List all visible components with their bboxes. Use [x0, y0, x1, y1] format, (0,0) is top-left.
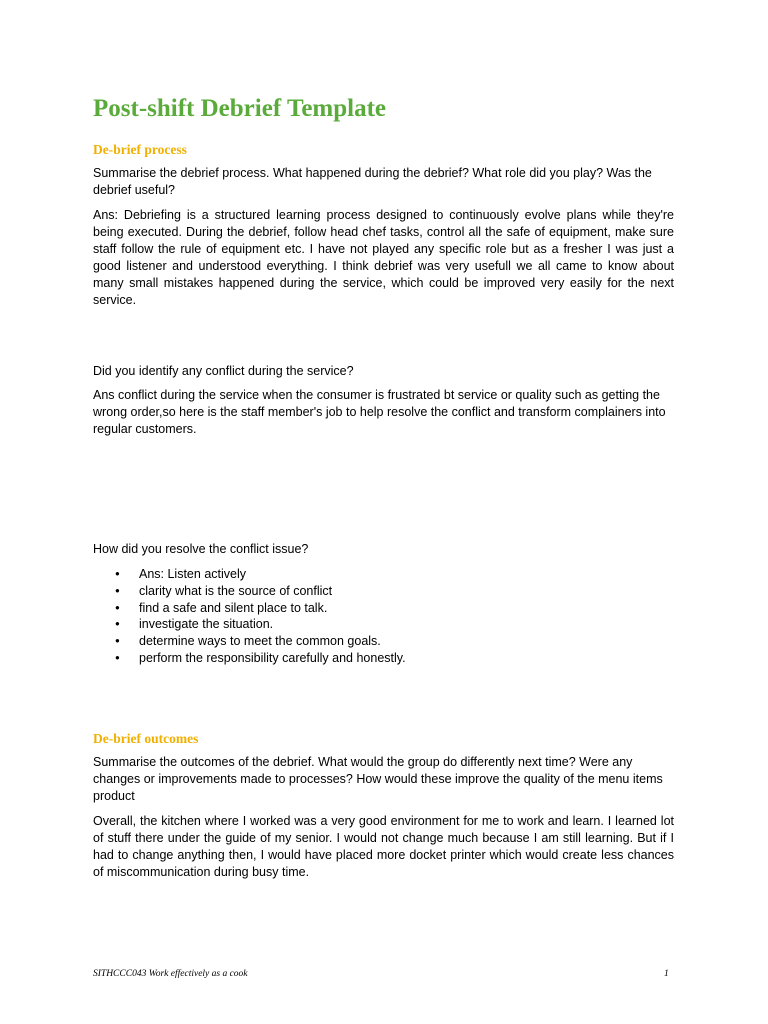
footer-course-code: SITHCCC043 Work effectively as a cook	[93, 969, 248, 979]
list-item: ● investigate the situation.	[93, 616, 653, 633]
list-item: ● find a safe and silent place to talk.	[93, 600, 653, 617]
debrief-process-question: Summarise the debrief process. What happened during the debrief? What role did you play? Was the debrief useful?	[93, 166, 652, 197]
list-item: ● determine ways to meet the common goals.	[93, 633, 653, 650]
conflict-identification-answer: Ans conflict during the service when the consumer is frustrated bt service or quality such as getting the wrong order,so here is the staff member's job to help resolve the conflict and transform complainers into regular customers.	[93, 388, 666, 436]
section-heading-debrief-process: De-brief process	[93, 142, 187, 157]
document-title: Post-shift Debrief Template	[93, 95, 387, 122]
footer-page-number: 1	[664, 969, 669, 979]
debrief-outcomes-question: Summarise the outcomes of the debrief. What would the group do differently next time? Were any changes or improvements made to processes? How would these improve the quality of the menu items product	[93, 755, 663, 803]
list-item: ● Ans: Listen actively	[93, 566, 653, 583]
section-heading-debrief-outcomes: De-brief outcomes	[93, 731, 199, 746]
conflict-identification-question: Did you identify any conflict during the service?	[93, 364, 354, 378]
conflict-resolution-question: How did you resolve the conflict issue?	[93, 542, 309, 556]
list-item: ● perform the responsibility carefully and honestly.	[93, 650, 653, 667]
debrief-outcomes-answer: Overall, the kitchen where I worked was a very good environment for me to work and learn. I learned lot of stuff there under the guide of my senior. I would not change much because I am still learning. But if I had to change anything then, I would have placed more docket printer which would create less chances of miscommunication during busy time.	[93, 814, 674, 879]
debrief-process-answer: Ans: Debriefing is a structured learning process designed to continuously evolve plans while they're being executed. During the debrief, follow head chef tasks, control all the safe of equipment, make sure staff follow the rule of equipment etc. I have not played any specific role but as a fresher I was just a good listener and understood everything. I think debrief was very usefull we all came to know about many small mistakes happened during the service, which could be improved very easily for the next service.	[93, 208, 674, 307]
list-item: ● clarity what is the source of conflict	[93, 583, 653, 600]
conflict-resolution-list	[93, 566, 653, 667]
